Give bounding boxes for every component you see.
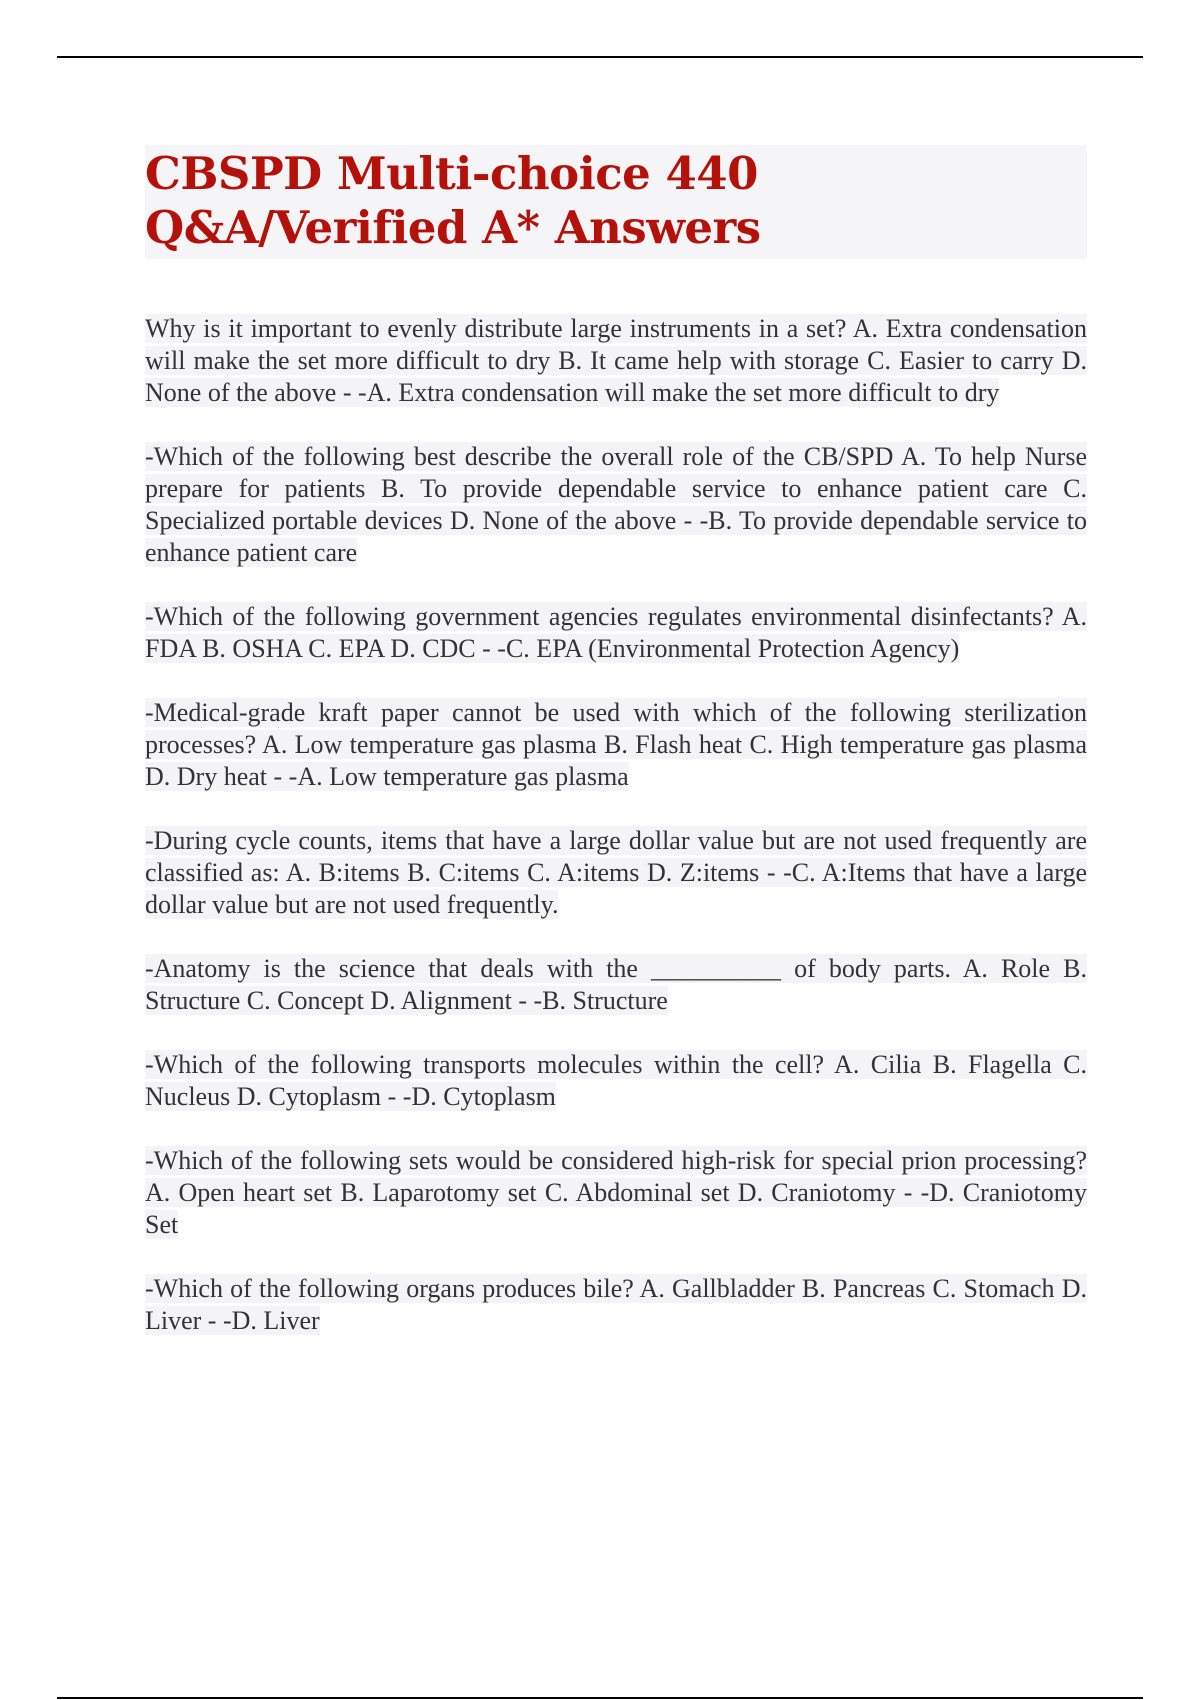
qa-item-1 [145,313,1087,409]
qa-text: -Anatomy is the science that deals with the __________ of body parts. A. Role B. Structure C. Concept D. Alignment - -B. Structure [145,954,1087,1015]
qa-item-5 [145,825,1087,921]
qa-item-7 [145,1049,1087,1113]
title-line-2: Q&A/Verified A* Answers [145,201,761,254]
qa-text: -Which of the following government agencies regulates environmental disinfectants? A. FDA B. OSHA C. EPA D. CDC - -C. EPA (Environmental Protection Agency) [145,602,1087,663]
document-title [145,147,1087,255]
qa-item-9 [145,1273,1087,1337]
title-line-1: CBSPD Multi-choice 440 [145,147,758,200]
document-body [145,145,1087,1369]
qa-item-4 [145,697,1087,793]
qa-text: Why is it important to evenly distribute large instruments in a set? A. Extra condensation will make the set more difficult to dry B. It came help with storage C. Easier to carry D. None of the above - -A. Extra condensation will make the set more difficult to dry [145,314,1087,407]
qa-item-2 [145,441,1087,569]
qa-text: -During cycle counts, items that have a large dollar value but are not used frequently are classified as: A. B:items B. C:items C. A:items D. Z:items - -C. A:Items that have a large dollar value but are not used frequently. [145,826,1087,919]
bottom-rule [57,1697,1143,1699]
qa-item-3 [145,601,1087,665]
qa-text: -Which of the following sets would be considered high-risk for special prion processing? A. Open heart set B. Laparotomy set C. Abdominal set D. Craniotomy - -D. Craniotomy Set [145,1146,1087,1239]
qa-text: -Which of the following organs produces bile? A. Gallbladder B. Pancreas C. Stomach D. Liver - -D. Liver [145,1274,1087,1335]
qa-item-6 [145,953,1087,1017]
top-rule [57,56,1143,58]
title-block [145,145,1087,259]
qa-text: -Which of the following best describe the overall role of the CB/SPD A. To help Nurse prepare for patients B. To provide dependable service to enhance patient care C. Specialized portable devices D. None of the above - -B. To provide dependable service to enhance patient care [145,442,1087,567]
qa-text: -Which of the following transports molecules within the cell? A. Cilia B. Flagella C. Nucleus D. Cytoplasm - -D. Cytoplasm [145,1050,1087,1111]
qa-item-8 [145,1145,1087,1241]
qa-text: -Medical-grade kraft paper cannot be used with which of the following sterilization processes? A. Low temperature gas plasma B. Flash heat C. High temperature gas plasma D. Dry heat - -A. Low temperature gas plasma [145,698,1087,791]
